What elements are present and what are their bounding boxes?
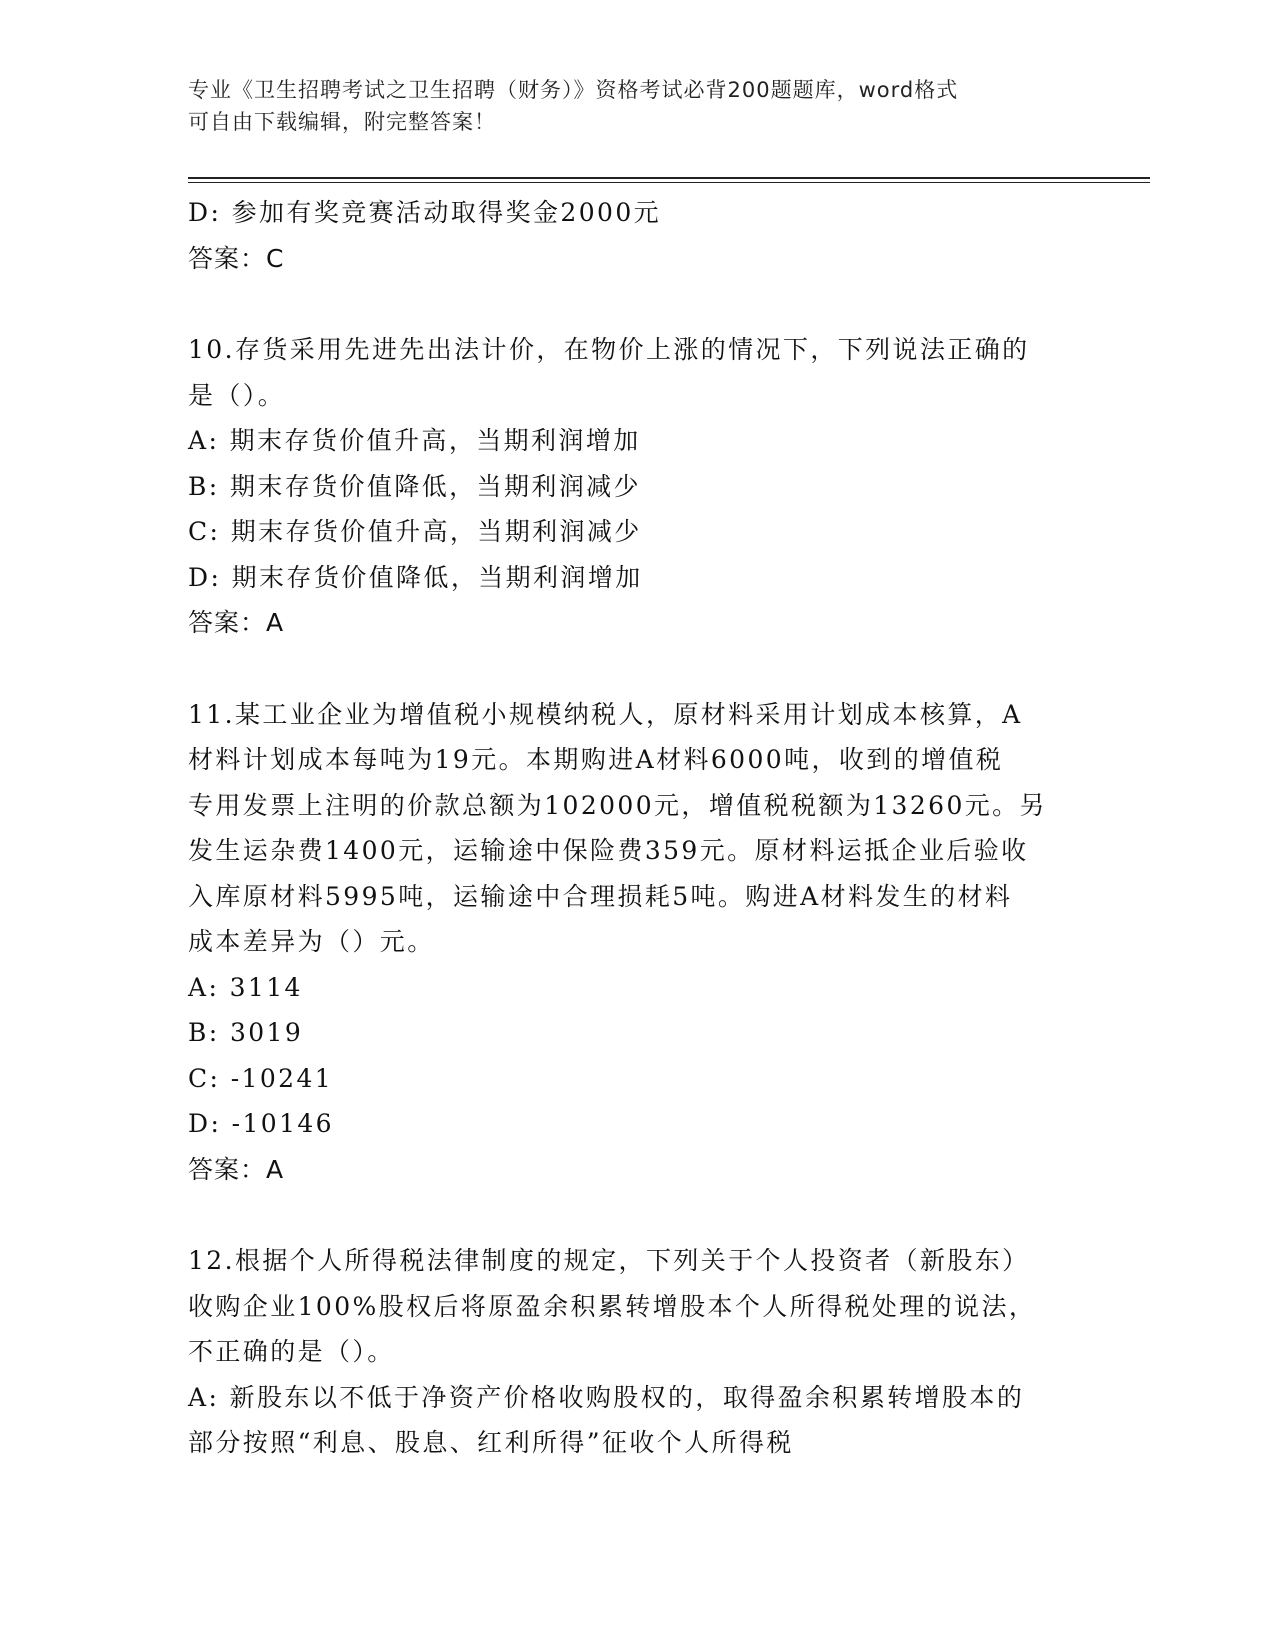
question-9-tail <box>188 190 1088 281</box>
question-10-stem-line-1: 10.存货采用先进先出法计价，在物价上涨的情况下，下列说法正确的 <box>188 335 1030 364</box>
question-12-stem-line-3: 不正确的是（）。 <box>188 1337 395 1366</box>
question-11 <box>188 692 1088 1193</box>
question-12-option-a-line-2: 部分按照“利息、股息、红利所得”征收个人所得税 <box>188 1428 794 1457</box>
question-10-option-b: B: 期末存货价值降低，当期利润减少 <box>188 471 641 501</box>
header-divider-thin <box>188 182 1150 183</box>
question-11-option-c: C: -10241 <box>188 1063 334 1093</box>
header-divider-thick <box>188 177 1150 179</box>
spacer <box>188 1192 1088 1238</box>
question-12-option-a-line-1: A: 新股东以不低于净资产价格收购股权的，取得盈余积累转增股本的 <box>188 1382 1025 1412</box>
question-9-answer: 答案：C <box>188 243 285 273</box>
question-10-option-d: D: 期末存货价值降低，当期利润增加 <box>188 562 643 592</box>
question-11-stem-line-3: 专用发票上注明的价款总额为102000元，增值税税额为13260元。另 <box>188 790 1047 820</box>
question-11-stem-line-2: 材料计划成本每吨为19元。本期购进A材料6000吨，收到的增值税 <box>188 745 1004 774</box>
question-12 <box>188 1238 1088 1466</box>
header-title-line-2: 可自由下载编辑，附完整答案！ <box>188 110 496 134</box>
question-11-stem-line-1: 11.某工业企业为增值税小规模纳税人，原材料采用计划成本核算，A <box>188 699 1023 729</box>
question-12-stem-line-2: 收购企业100%股权后将原盈余积累转增股本个人所得税处理的说法， <box>188 1291 1037 1321</box>
spacer <box>188 281 1088 327</box>
question-11-stem-line-6: 成本差异为（）元。 <box>188 927 435 956</box>
spacer <box>188 646 1088 692</box>
question-10-option-c: C: 期末存货价值升高，当期利润减少 <box>188 517 642 546</box>
question-content <box>188 190 1088 1466</box>
header-title-line-1: 专业《卫生招聘考试之卫生招聘（财务）》资格考试必背200题题库，word格式 <box>188 78 959 102</box>
question-10-option-a: A: 期末存货价值升高，当期利润增加 <box>188 426 641 455</box>
question-10-stem-line-2: 是（）。 <box>188 380 286 410</box>
question-10-answer: 答案：A <box>188 608 285 637</box>
question-11-answer: 答案：A <box>188 1154 285 1184</box>
question-11-stem-line-4: 发生运杂费1400元，运输途中保险费359元。原材料运抵企业后验收 <box>188 836 1029 865</box>
question-12-stem-line-1: 12.根据个人所得税法律制度的规定，下列关于个人投资者（新股东） <box>188 1246 1030 1275</box>
question-10 <box>188 327 1088 646</box>
page-header <box>188 74 1088 138</box>
question-11-stem-line-5: 入库原材料5995吨，运输途中合理损耗5吨。购进A材料发生的材料 <box>188 881 1013 911</box>
question-11-option-d: D: -10146 <box>188 1109 334 1138</box>
question-11-option-a: A: 3114 <box>188 972 303 1002</box>
question-11-option-b: B: 3019 <box>188 1018 304 1047</box>
question-9-option-d: D: 参加有奖竞赛活动取得奖金2000元 <box>188 198 662 227</box>
